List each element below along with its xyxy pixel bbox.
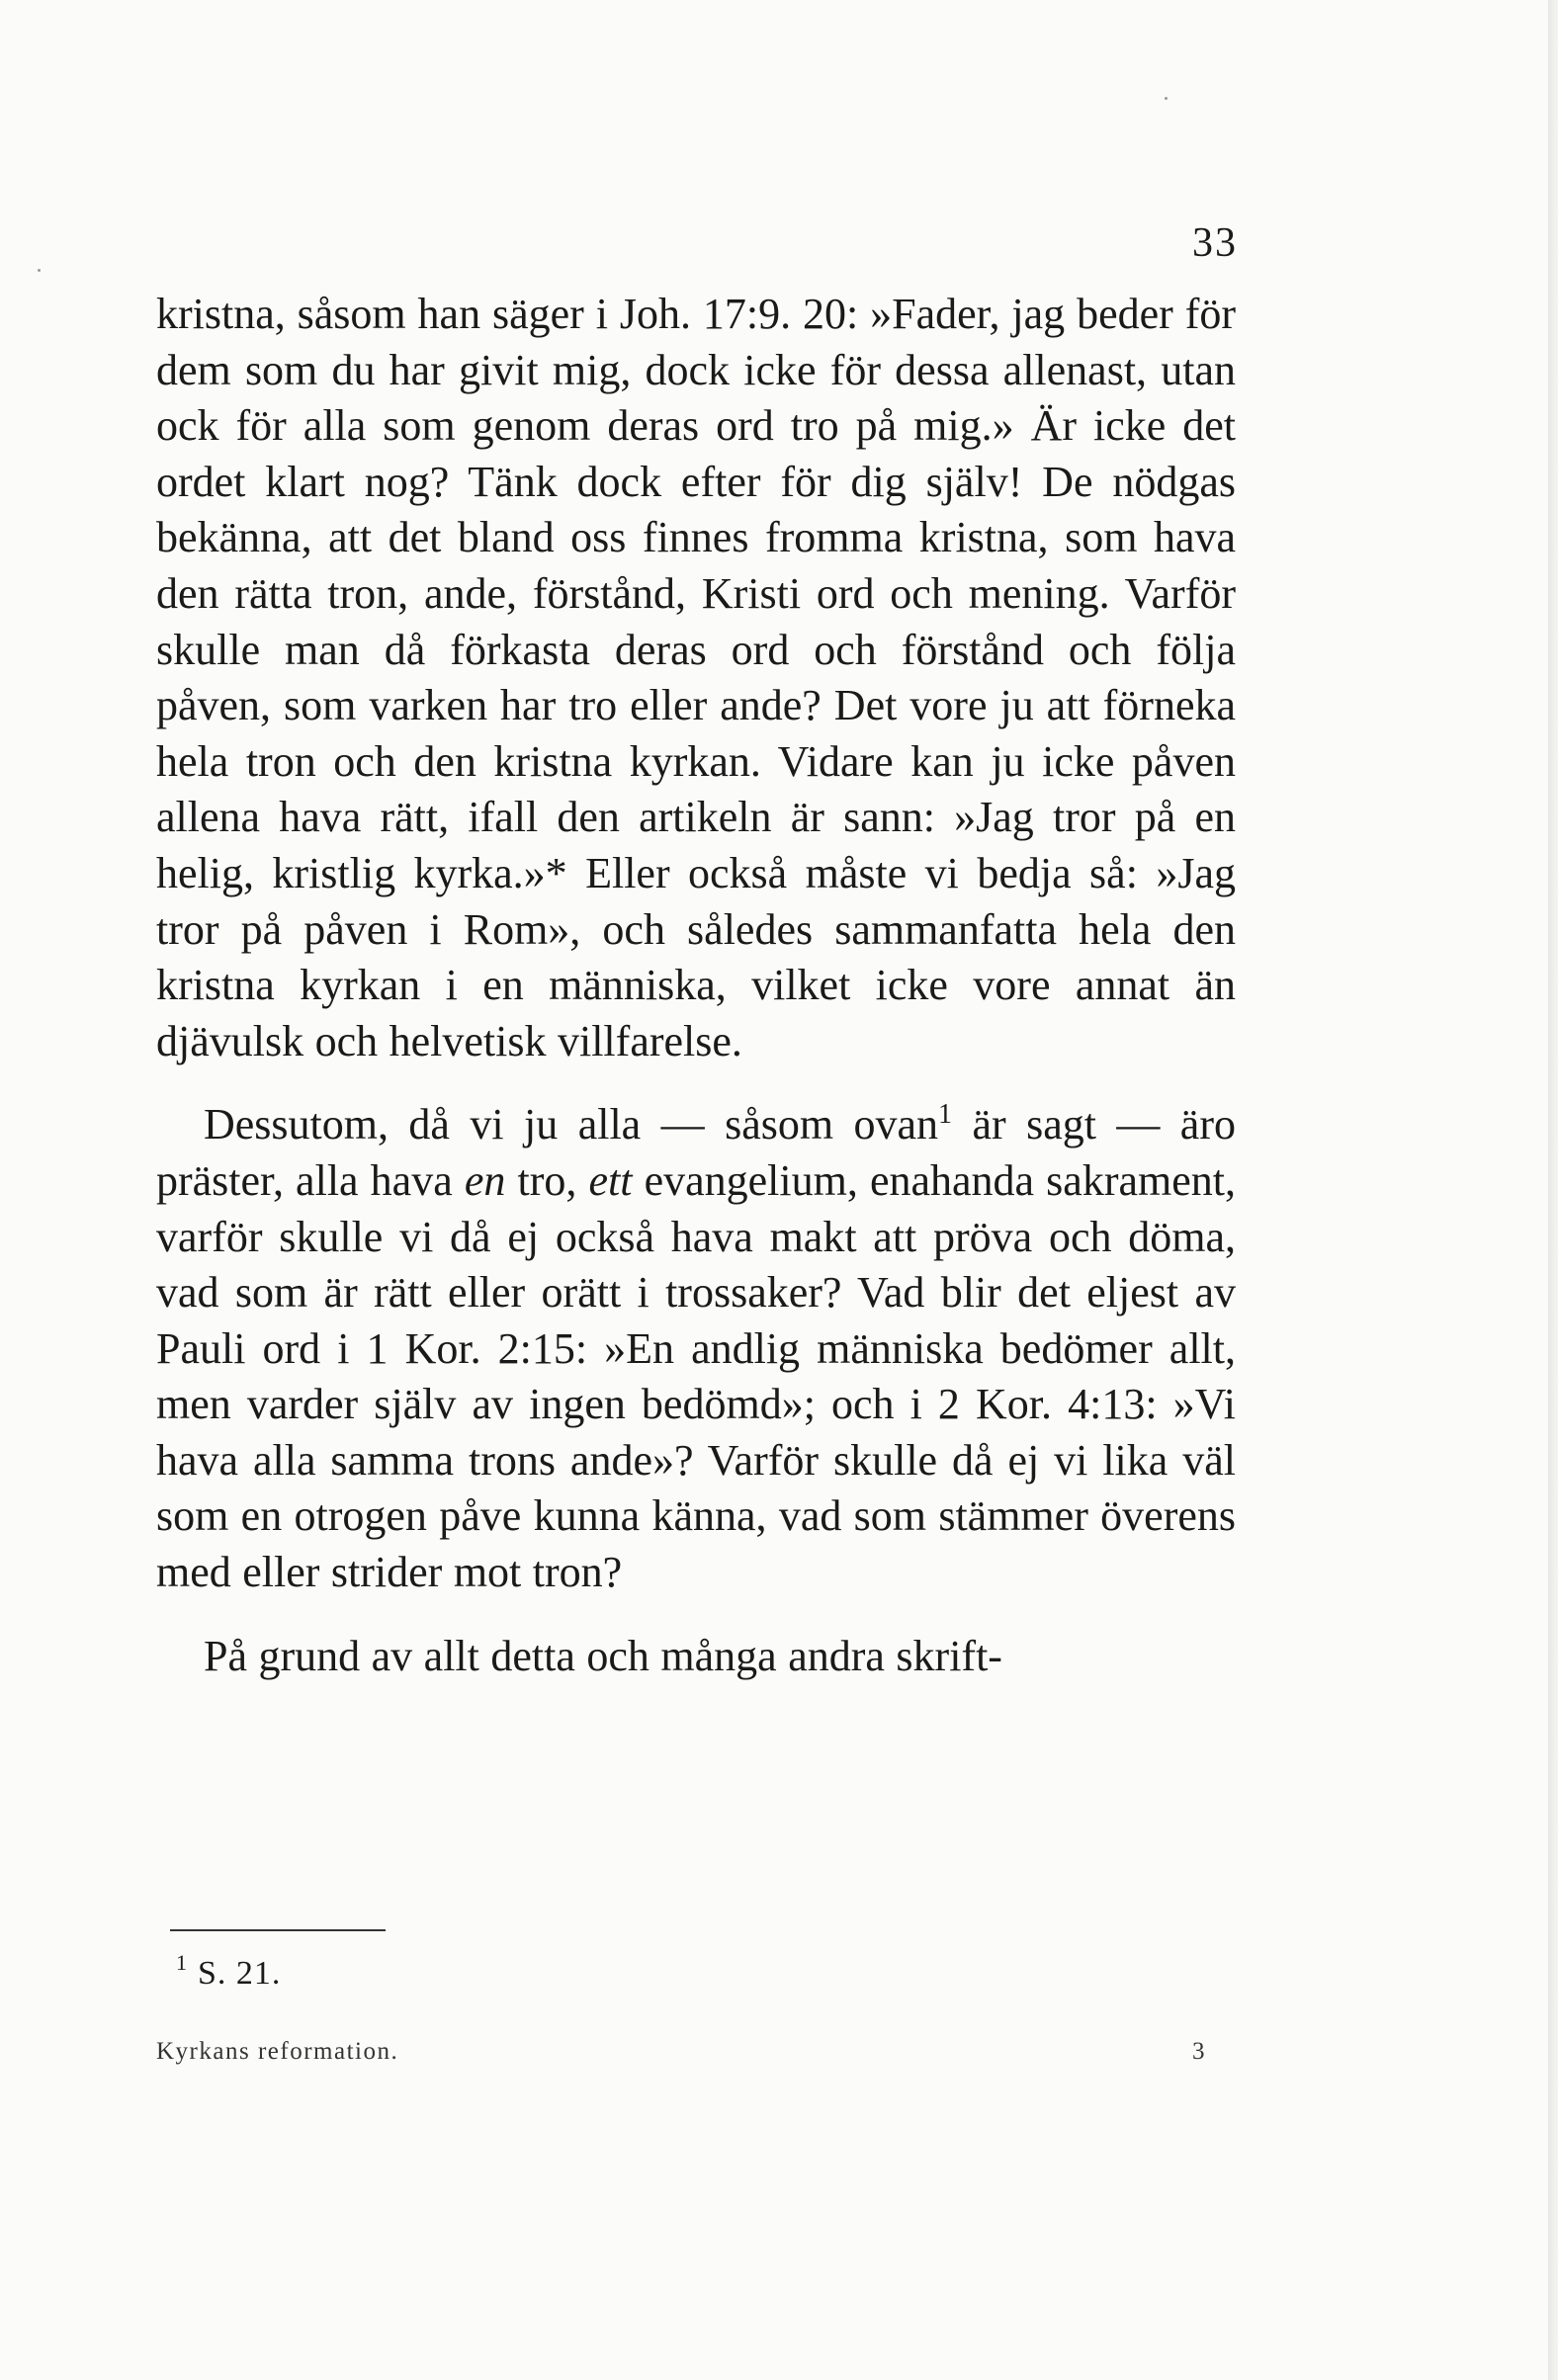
emphasis-text: en — [464, 1155, 506, 1205]
paper-speck — [1165, 97, 1168, 100]
emphasis-text: ett — [588, 1155, 633, 1205]
text-run: På grund av allt detta och många andra skrift- — [204, 1631, 1002, 1680]
text-run: tro, — [505, 1155, 589, 1205]
text-run: är sagt — äro präster, alla hava — [156, 1100, 1236, 1205]
footnote-rule — [170, 1929, 386, 1931]
paper-speck — [38, 269, 41, 272]
text-run: evangelium, enahanda sakrament, varför skulle vi då ej också hava makt att pröva och döma, vad som är rätt eller orätt i trossaker? Vad blir det eljest av Pauli ord i 1 Kor. 2:15: »En andlig människa bedömer allt, men varder själv av ingen bedömd»; och i 2 Kor. 4:13: »Vi hava alla samma trons ande»? Varför skulle då ej vi lika väl som en otrogen påve kunna känna, vad som stämmer överens med eller strider mot tron? — [156, 1155, 1236, 1597]
footnote-ref: 1 — [938, 1099, 953, 1131]
page-number: 33 — [1192, 220, 1238, 266]
signature-title: Kyrkans reformation. — [156, 2038, 399, 2065]
paragraph — [156, 1097, 1236, 1600]
paragraph — [156, 287, 1236, 1069]
text-run: Dessutom, då vi ju alla — såsom ovan — [204, 1100, 939, 1149]
footnote-marker: 1 — [176, 1950, 188, 1975]
paragraph — [156, 1629, 1236, 1685]
footnote — [176, 1950, 282, 1993]
text-run: kristna, såsom han säger i Joh. 17:9. 20: »Fader, jag beder för dem som du har givit mig, dock icke för dessa allenast, utan ock för alla som genom deras ord tro på mig.» Är icke det ordet klart nog? Tänk dock efter för dig själv! De nödgas bekänna, att det bland oss finnes fromma kristna, som hava den rätta tron, ande, förstånd, Kristi ord och mening. Varför skulle man då förkasta deras ord och förstånd och följa påven, som varken har tro eller ande? Det vore ju att förneka hela tron och den kristna kyrkan. Vidare kan ju icke påven allena hava rätt, ifall den artikeln är sann: »Jag tror på en helig, kristlig kyrka.»* Eller också måste vi bedja så: »Jag tror på påven i Rom», och således sammanfatta hela den kristna kyrkan i en människa, vilket icke vore annat än djävulsk och helvetisk villfarelse. — [156, 290, 1236, 1065]
page-edge — [1548, 0, 1558, 2380]
footnote-text: S. 21. — [198, 1955, 282, 1992]
body-text — [156, 287, 1236, 1684]
signature-mark: 3 — [1192, 2038, 1205, 2065]
